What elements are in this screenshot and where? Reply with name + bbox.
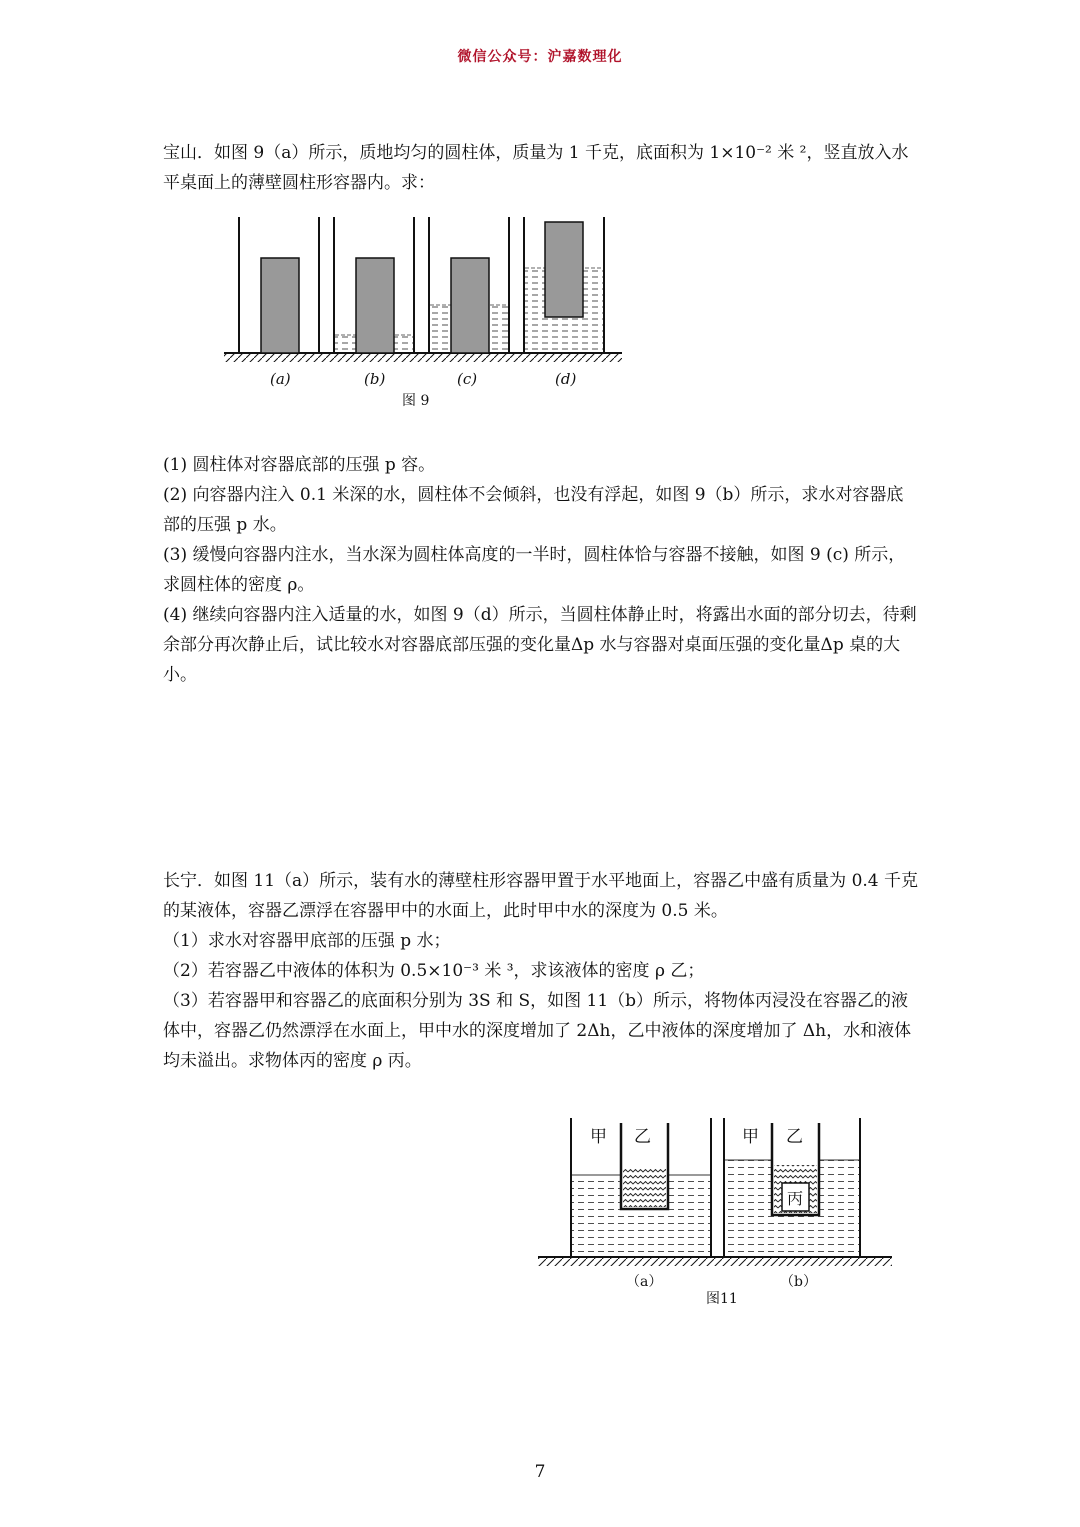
problem1-q2: (2) 向容器内注入 0.1 米深的水，圆柱体不会倾斜，也没有浮起，如图 9（b）所示，求水对容器底部的压强 p 水。 <box>163 485 904 535</box>
fig11-label-b: （b） <box>780 1274 817 1290</box>
problem2-intro: 长宁．如图 11（a）所示，装有水的薄壁柱形容器甲置于水平地面上，容器乙中盛有质量为 0.4 千克的某液体，容器乙漂浮在容器甲中的水面上，此时甲中水的深度为 0.5 米。 <box>163 871 919 921</box>
problem1-intro: 宝山．如图 9（a）所示，质地均匀的圆柱体，质量为 1 千克，底面积为 1×10⁻² 米 ²，竖直放入水平桌面上的薄壁圆柱形容器内。求： <box>163 143 909 193</box>
fig11-caption: 图11 <box>706 1291 738 1307</box>
problem1-questions <box>163 450 918 690</box>
problem2-q3: （3）若容器甲和容器乙的底面积分别为 3S 和 S，如图 11（b）所示，将物体丙浸没在容器乙的液体中，容器乙仍然漂浮在水面上，甲中水的深度增加了 2Δh，乙中液体的深度增加了 Δh，水和液体均未溢出。求物体丙的密度 ρ 丙。 <box>163 991 912 1071</box>
fig9-label-a: (a) <box>270 370 291 388</box>
problem1-q4: (4) 继续向容器内注入适量的水，如图 9（d）所示，当圆柱体静止时，将露出水面的部分切去，待剩余部分再次静止后，试比较水对容器底部压强的变化量Δp 水与容器对桌面压强的变化量Δp 桌的大小。 <box>163 605 917 685</box>
figure-9 <box>222 214 642 374</box>
page-header: 微信公众号：沪嘉数理化 <box>457 49 623 65</box>
problem2-q1: （1）求水对容器甲底部的压强 p 水； <box>163 931 451 951</box>
fig11-label-jia-a: 甲 <box>590 1127 607 1147</box>
fig11-label-yi-a: 乙 <box>634 1127 651 1147</box>
fig9-caption: 图 9 <box>402 393 430 409</box>
problem2-q2: （2）若容器乙中液体的体积为 0.5×10⁻³ 米 ³，求该液体的密度 ρ 乙； <box>163 961 705 981</box>
fig9-label-c: (c) <box>457 370 478 388</box>
problem1-intro-block <box>163 138 918 198</box>
problem2-block <box>163 866 918 1076</box>
fig11-label-bing: 丙 <box>787 1189 804 1208</box>
fig9-label-d: (d) <box>555 370 577 388</box>
fig11-label-a: （a） <box>626 1274 663 1290</box>
problem1-q1: (1) 圆柱体对容器底部的压强 p 容。 <box>163 455 436 475</box>
fig9-label-b: (b) <box>364 370 386 388</box>
fig11-label-yi-b: 乙 <box>786 1127 803 1147</box>
problem1-q3: (3) 缓慢向容器内注水，当水深为圆柱体高度的一半时，圆柱体恰与容器不接触，如图 9 (c) 所示，求圆柱体的密度 ρ。 <box>163 545 906 595</box>
page-number: 7 <box>534 1462 546 1482</box>
fig11-label-jia-b: 甲 <box>742 1127 759 1147</box>
